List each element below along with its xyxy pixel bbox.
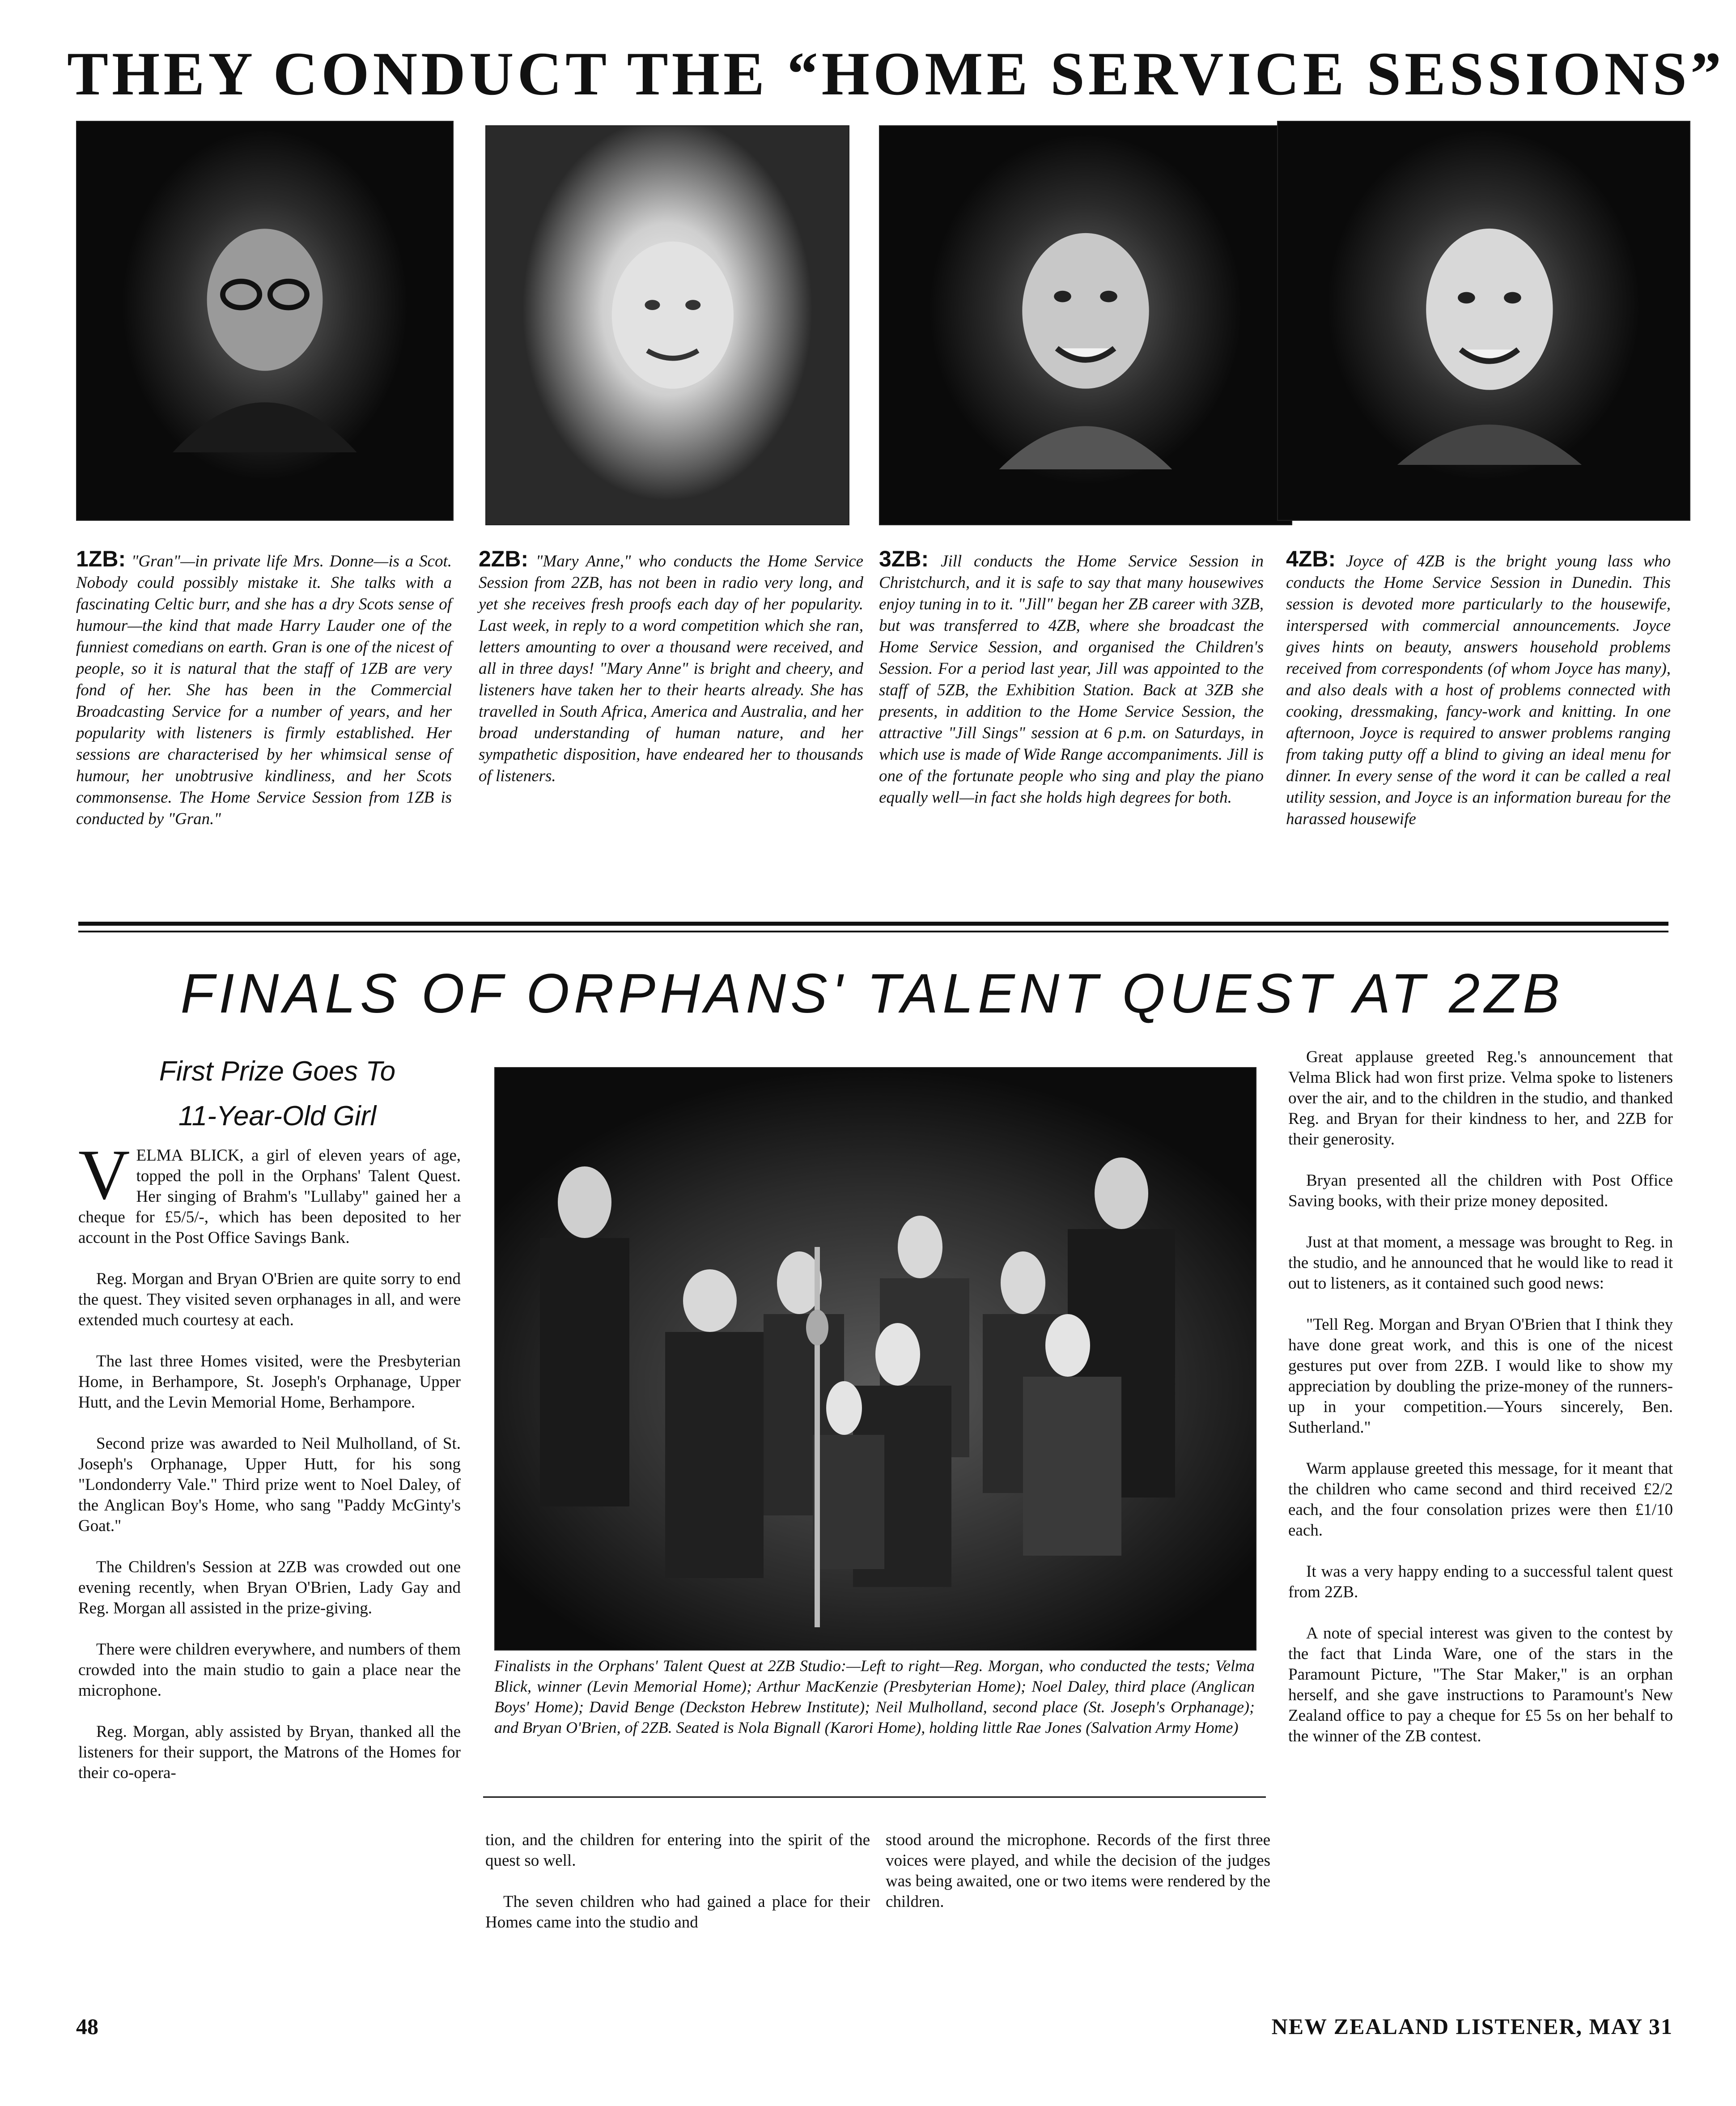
paragraph: The seven children who had gained a place for their Homes came into the studio and <box>485 1893 870 1932</box>
paragraph <box>78 1135 461 1248</box>
publication-footer: NEW ZEALAND LISTENER, MAY 31 <box>1271 2014 1673 2039</box>
paragraph: Second prize was awarded to Neil Mulholland, of St. Joseph's Orphanage, Upper Hutt, for his song "Londonderry Vale." Third prize went to Noel Daley, of the Anglican Boy's Home, who sang "Paddy McGinty's Goat." <box>78 1434 461 1535</box>
article-subhead <box>76 1049 479 1139</box>
paragraph: Great applause greeted Reg.'s announcement that Velma Blick had won first prize. Velma spoke to listeners over the air, and to the children in the studio, and thanked Reg. and Bryan for their kindness to her, and 2ZB for their generosity. <box>1288 1048 1673 1149</box>
group-figures-icon <box>495 1068 1256 1650</box>
paragraph: It was a very happy ending to a successful talent quest from 2ZB. <box>1288 1562 1673 1601</box>
photo-gran-1zb <box>76 121 454 521</box>
subhead-line: 11-Year-Old Girl <box>178 1101 377 1132</box>
photo-caption: Finalists in the Orphans' Talent Quest at 2ZB Studio:—Left to right—Reg. Morgan, who conducted the tests; Velma Blick, winner (Levin Memorial Home); Arthur MacKenzie (Presbyterian Home); Noel Daley, third place (Anglican Boys' Home); David Benge (Deckston Hebrew Institute); Neil Mulholland, second place (St. Joseph's Orphanage); and Bryan O'Brien, of 2ZB. Seated is Nola Bignall (Karori Home), holding little Rae Jones (Salvation Army Home) <box>494 1657 1255 1736</box>
bio-3zb <box>879 548 1264 808</box>
paragraph: Bryan presented all the children with Post Office Saving books, with their prize money deposited. <box>1288 1171 1673 1210</box>
section-divider <box>78 922 1668 926</box>
article-column-3 <box>886 1830 1270 1933</box>
station-label: 3ZB: <box>879 546 929 571</box>
bio-text: Joyce of 4ZB is the bright young lass who conducts the Home Service Session in Dunedin. This session is devoted more particularly to the housewife, interspersed with commercial announcements. Joyce gives hints on beauty, answers household problems received from correspondents (of whom Joyce has many), and also deals with a host of problems connected with cooking, dressmaking, fancy-work and knitting. In one afternoon, Joyce is required to answer problems ranging from taking putty off a blind to giving an ideal menu for dinner. In every sense of the word it can be called a real utility session, and Joyce is an information bureau for the harassed housewife <box>1286 552 1671 828</box>
portrait-icon <box>1340 162 1628 480</box>
paragraph: "Tell Reg. Morgan and Bryan O'Brien that I think they have done great work, and this is one of the nicest gestures put over from 2ZB. I would like to show my appreciation by doubling the prize-money of the runners-up in your competition.—Yours sincerely, Ben. Sutherland." <box>1288 1315 1673 1437</box>
article-headline: FINALS OF ORPHANS' TALENT QUEST AT 2ZB <box>180 963 1564 1025</box>
caption-rule <box>483 1796 1266 1798</box>
section-divider <box>78 931 1668 932</box>
bio-text: "Mary Anne," who conducts the Home Service Session from 2ZB, has not been in radio very long, and yet she receives fresh proofs each day of her popularity. Last week, in reply to a word competition which she ran, letters amounting to over a thousand were received, and all in three days! "Mary Anne" is bright and cheery, and listeners have taken her to their hearts already. She has travelled in South Africa, America and Australia, and her broad understanding of human nature, and her sympathetic disposition, have endeared her to thousands of listeners. <box>479 552 863 785</box>
group-photo <box>494 1067 1256 1651</box>
paragraph: A note of special interest was given to the contest by the fact that Linda Ware, one of the stars in the Paramount Picture, "The Star Maker," is an orphan herself, and she gave instructions to Paramount's New Zealand office to pay a cheque for £5 5s on her behalf to the winner of the ZB contest. <box>1288 1624 1673 1745</box>
photo-joyce-4zb <box>1277 121 1690 521</box>
station-label: 2ZB: <box>479 546 529 571</box>
article-column-2 <box>485 1830 870 1953</box>
portrait-icon <box>541 166 794 485</box>
bio-1zb <box>76 548 452 830</box>
photo-jill-3zb <box>879 125 1292 525</box>
paragraph: Reg. Morgan, ably assisted by Bryan, thanked all the listeners for their support, the Matrons of the Homes for their co-opera- <box>78 1723 461 1782</box>
paragraph-text: ELMA BLICK, a girl of eleven years of age, topped the poll in the Orphans' Talent Quest. Her singing of Brahm's "Lullaby" gained her a cheque for £5/5/-, which has been deposited to her account in the Post Office Savings Bank. <box>78 1146 461 1247</box>
bio-2zb <box>479 548 863 787</box>
drop-cap: V <box>78 1135 130 1214</box>
paragraph: Reg. Morgan and Bryan O'Brien are quite sorry to end the quest. They visited seven orphanages in all, and were extended much courtesy at each. <box>78 1270 461 1329</box>
page-headline: THEY CONDUCT THE “HOME SERVICE SESSIONS” <box>67 39 1725 108</box>
paragraph: There were children everywhere, and numbers of them crowded into the main studio to gain a place near the microphone. <box>78 1640 461 1700</box>
bio-4zb <box>1286 548 1671 830</box>
subhead-line: First Prize Goes To <box>159 1056 396 1087</box>
article-column-4 <box>1288 1047 1673 1767</box>
page-number: 48 <box>76 2014 98 2039</box>
paragraph: Just at that moment, a message was brought to Reg. in the studio, and he announced that he would like to read it out to listeners, as it contained such good news: <box>1288 1233 1673 1293</box>
paragraph: The Children's Session at 2ZB was crowded out one evening recently, when Bryan O'Brien, Lady Gay and Reg. Morgan all assisted in the prize-giving. <box>78 1558 461 1617</box>
portrait-icon <box>942 166 1230 485</box>
photo-mary-anne-2zb <box>485 125 849 525</box>
paragraph: tion, and the children for entering into the spirit of the quest so well. <box>485 1831 870 1870</box>
portrait-icon <box>133 162 396 480</box>
paragraph: The last three Homes visited, were the Presbyterian Home, in Berhampore, St. Joseph's Orphanage, Upper Hutt, and the Levin Memorial Home, Berhampore. <box>78 1352 461 1412</box>
station-label: 4ZB: <box>1286 546 1336 571</box>
paragraph: stood around the microphone. Records of the first three voices were played, and while the decision of the judges was being awaited, one or two items were rendered by the children. <box>886 1831 1270 1911</box>
bio-text: "Gran"—in private life Mrs. Donne—is a Scot. Nobody could possibly mistake it. She talks with a fascinating Celtic burr, and she has a dry Scots sense of humour—the kind that made Harry Lauder one of the funniest comedians on earth. Gran is one of the nicest of people, so it is natural that the staff of 1ZB are very fond of her. She has been in the Commercial Broadcasting Service for a number of years, and her popularity with listeners is firmly established. Her sessions are characterised by her whimsical sense of humour, her unobtrusive kindliness, and her Scots commonsense. The Home Service Session from 1ZB is conducted by "Gran." <box>76 552 452 828</box>
bio-text: Jill conducts the Home Service Session in Christchurch, and it is safe to say that many housewives enjoy tuning in to it. "Jill" began her ZB career with 3ZB, but was transferred to 4ZB, where she broadcast the Home Service Session, and organised the Children's Session. For a period last year, Jill was appointed to the staff of 5ZB, the Exhibition Station. Back at 3ZB she presents, in addition to the Home Service Session, the attractive "Jill Sings" session at 6 p.m. on Saturdays, in which use is made of Wide Range accompaniments. Jill is one of the fortunate people who sing and play the piano equally well—in fact she holds high degrees for both. <box>879 552 1264 807</box>
station-label: 1ZB: <box>76 546 126 571</box>
paragraph: Warm applause greeted this message, for it meant that the children who came second and third received £2/2 each, and the four consolation prizes were then £1/10 each. <box>1288 1459 1673 1540</box>
article-column-1 <box>78 1135 461 1804</box>
